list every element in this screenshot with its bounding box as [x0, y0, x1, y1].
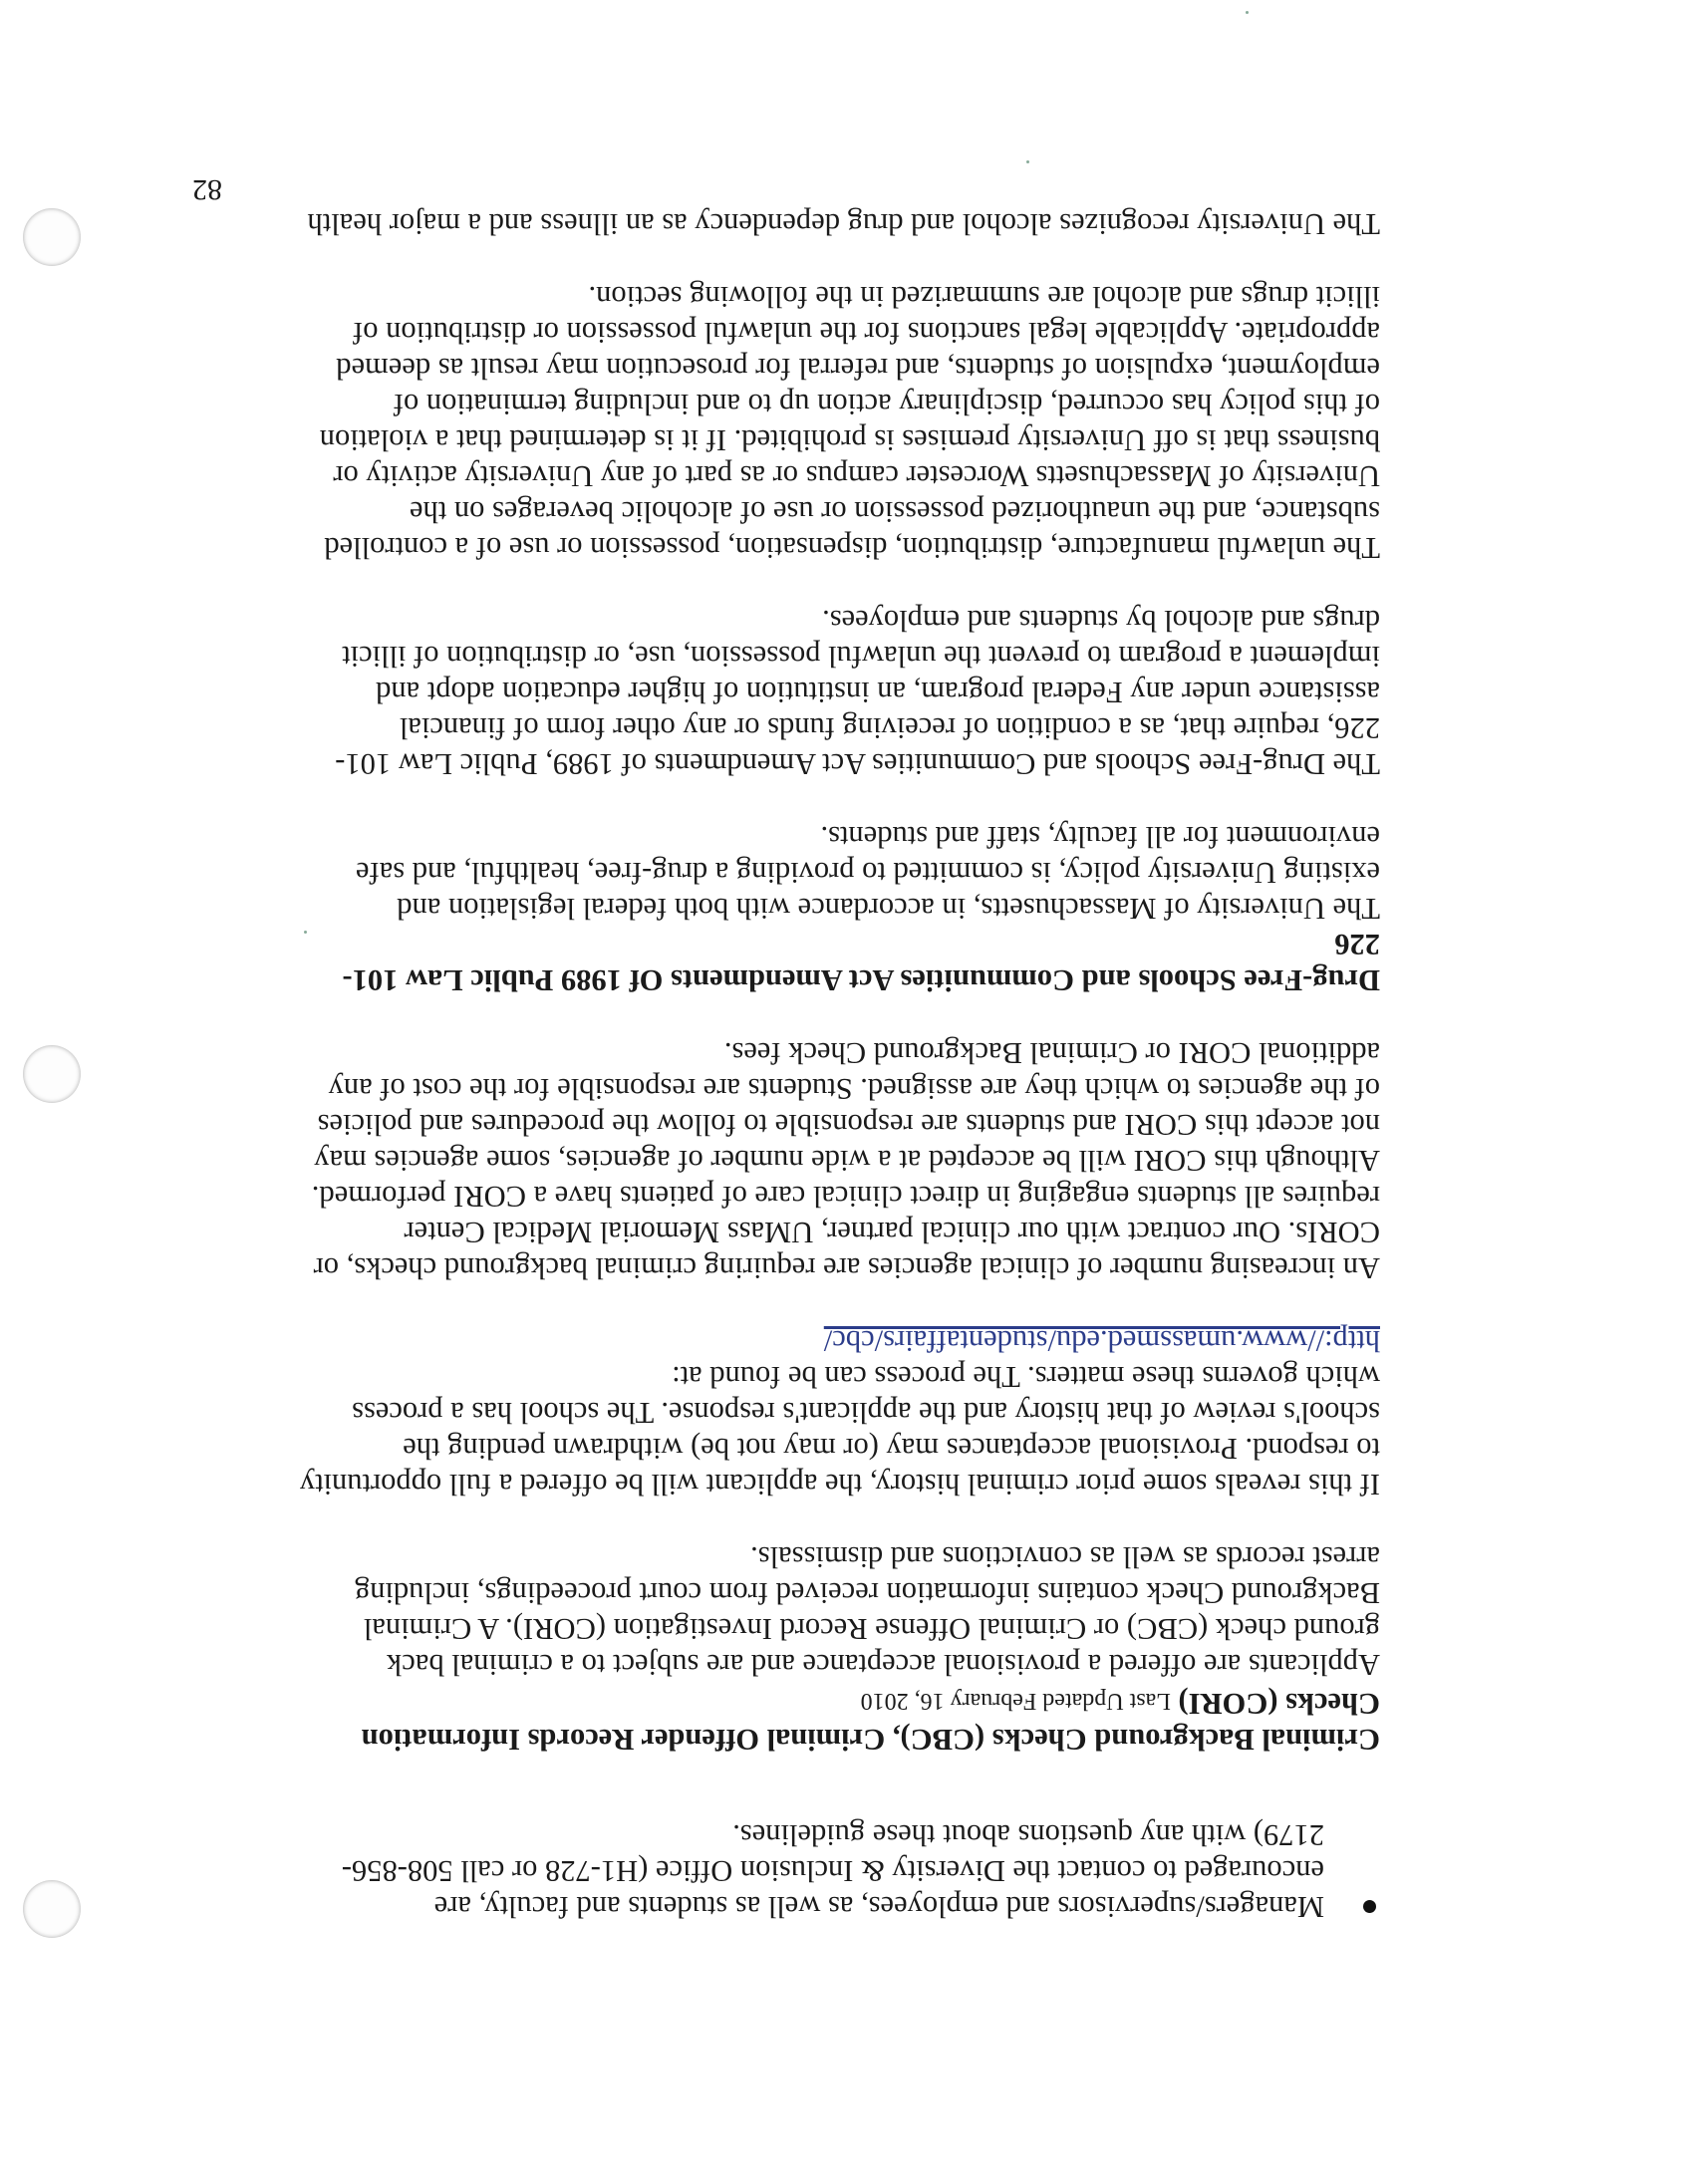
bullet-text: Managers/supervisors and employees, as well as students and faculty, are encouraged to contact the Diversity & Inclusion Office (H1-728 or call 508-856-2179) with any questions about these guidelines.: [341, 1818, 1324, 1924]
cbc-process-link[interactable]: http://www.umassmed.edu/studentaffairs/cbc/: [823, 1324, 1380, 1358]
drug-free-paragraph-3: The unlawful manufacture, distribution, dispensation, possession or use of a controlled substance, and the unauthorized possession or use of alcoholic beverages on the University of Massachusetts Worcester campus or as part of any University activity or business that is off University premises is prohibited. If it is determined that a violation of this policy has occurred, disciplinary action up to and including termination of employment, expulsion of students, and referral for prosecution may result as deemed appropriate. Applicable legal sanctions for the unlawful possession or distribution of illicit drugs and alcohol are summarized in the following section.: [319, 280, 1380, 565]
cori-heading: Criminal Background Checks (CBC), Criminal Offender Records Information Checks (CORI): [361, 1687, 1380, 1757]
document-body: [299, 169, 1380, 1925]
punch-hole-middle: [23, 1045, 81, 1103]
drug-free-paragraph-1: The University of Massachusetts, in accordance with both federal legislation and existing University policy, is committed to providing a drug-free, healthful, and safe environment for all faculty, staff and students.: [356, 820, 1380, 926]
punch-hole-top: [23, 1880, 81, 1938]
cori-paragraph-2: [299, 1323, 1380, 1502]
punch-hole-bottom: [23, 208, 81, 266]
drug-free-paragraph-4: The University recognizes alcohol and drug dependency as an illness and a major health: [307, 207, 1380, 241]
cori-updated: Last Updated February 16, 2010: [860, 1688, 1171, 1714]
cori-paragraph-1: Applicants are offered a provisional acceptance and are subject to a criminal back ground check (CBC) or Criminal Offense Record Investigation (CORI). A Criminal Background Check contains information received from court proceedings, including arrest records as well as convictions and dismissals.: [354, 1540, 1380, 1682]
scan-speck: [304, 931, 307, 934]
bullet-icon: [1363, 1900, 1376, 1913]
drug-free-paragraph-2: The Drug-Free Schools and Communities Act Amendments of 1989, Public Law 101-226, require that, as a condition of receiving funds or any other form of financial assistance under any Federal program, an institution of higher education adopt and implement a program to prevent the unlawful possession, use, or distribution of illicit drugs and alcohol by students and employees.: [335, 604, 1380, 781]
scan-speck: [1026, 160, 1029, 163]
cori-section-heading: [299, 1683, 1380, 1758]
cori-paragraph-3: An increasing number of clinical agencies are requiring criminal background checks, or CORIs. Our contract with our clinical partner, UMass Memorial Medical Center requires all students engaging in direct clinical care of patients have a CORI performed. Although this CORI will be accepted at a wide number of agencies, some agencies may not accept this CORI and students are responsible to follow the procedures and policies of the agencies to which they are assigned. Students are responsible for the cost of any additional CORI or Criminal Background Check fees.: [311, 1036, 1380, 1285]
page-number: 82: [192, 173, 222, 206]
list-item: [299, 1817, 1380, 1925]
drug-free-heading: Drug-Free Schools and Communities Act Amendments Of 1989 Public Law 101-226: [342, 928, 1380, 997]
scan-speck: [1246, 11, 1249, 14]
cori-paragraph-2-text: If this reveals some prior criminal history, the applicant will be offered a full opportunity to respond. Provisional acceptances may (or may not be) withdrawn pending the school's review of that history and the applicant's response. The school has a process which governs these matters. The process can be found at:: [299, 1360, 1380, 1502]
